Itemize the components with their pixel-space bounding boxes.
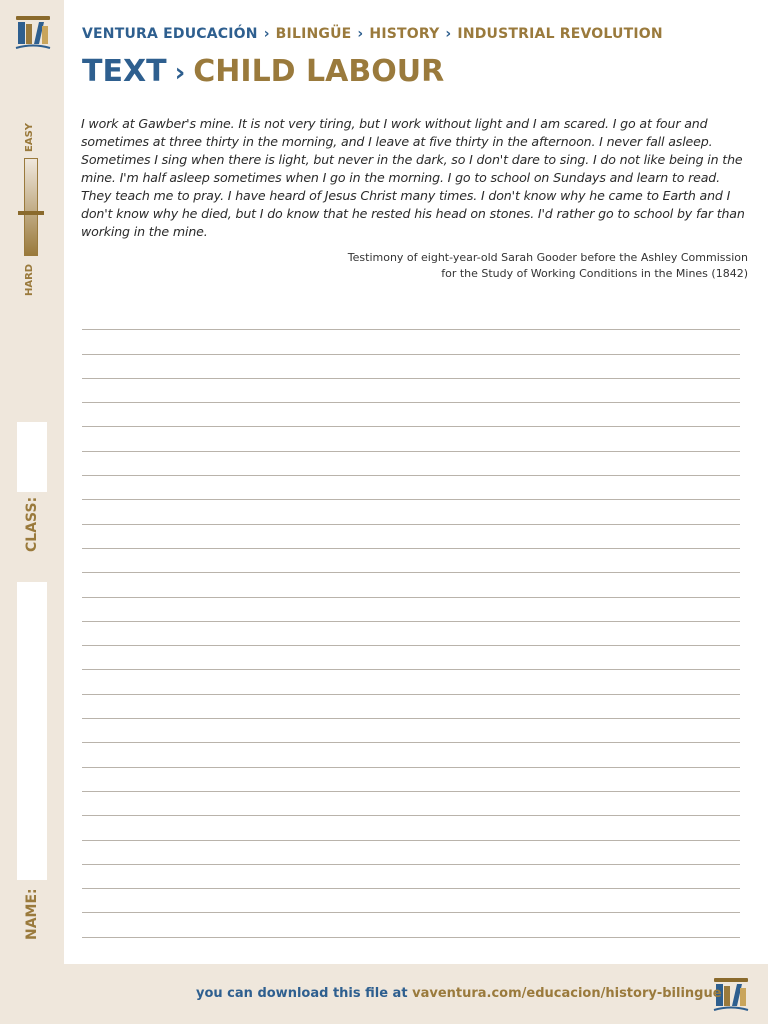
breadcrumb-item-industrial-revolution: INDUSTRIAL REVOLUTION <box>457 26 663 42</box>
answer-line[interactable] <box>82 306 740 330</box>
breadcrumb-item-bilingue: BILINGÜE <box>275 26 352 42</box>
answer-line[interactable] <box>82 355 740 379</box>
breadcrumb <box>82 26 663 42</box>
breadcrumb-item-history: HISTORY <box>369 26 440 42</box>
answer-line[interactable] <box>82 792 740 816</box>
footer-link[interactable]: vaventura.com/educacion/history-bilingue <box>412 986 722 1001</box>
footer <box>196 986 722 1001</box>
breadcrumb-item-ventura: VENTURA EDUCACIÓN <box>82 26 258 42</box>
title-topic: CHILD LABOUR <box>193 54 445 89</box>
title-text: TEXT <box>82 54 167 89</box>
difficulty-hard-label: HARD <box>24 263 35 296</box>
answer-line[interactable] <box>82 427 740 451</box>
difficulty-slider-handle <box>18 211 44 215</box>
footer-prefix: you can download this file at <box>196 986 408 1001</box>
source-line-2: for the Study of Working Conditions in the Mines (1842) <box>441 267 748 280</box>
answer-line[interactable] <box>82 403 740 427</box>
answer-line[interactable] <box>82 500 740 524</box>
title-separator: › <box>174 58 186 88</box>
name-label: NAME: <box>24 888 40 940</box>
answer-line[interactable] <box>82 670 740 694</box>
answer-line[interactable] <box>82 622 740 646</box>
ventura-logo-icon <box>12 12 54 54</box>
answer-line[interactable] <box>82 695 740 719</box>
answer-line[interactable] <box>82 913 740 937</box>
answer-line[interactable] <box>82 549 740 573</box>
source-line-1: Testimony of eight-year-old Sarah Gooder before the Ashley Commission <box>347 251 748 264</box>
class-field[interactable] <box>17 422 47 492</box>
breadcrumb-separator: › <box>357 26 364 42</box>
answer-lines[interactable] <box>82 306 740 938</box>
answer-line[interactable] <box>82 816 740 840</box>
breadcrumb-separator: › <box>445 26 452 42</box>
sidebar <box>0 0 64 1024</box>
answer-line[interactable] <box>82 841 740 865</box>
answer-line[interactable] <box>82 865 740 889</box>
testimony-text: I work at Gawber's mine. It is not very tiring, but I work without light and I am scared. I go at four and sometimes at three thirty in the morning, and I leave at five thirty in the afternoon. I never fall asleep. Sometimes I sing when there is light, but never in the dark, so I don't dare to sing. I do not like being in the mine. I'm half asleep sometimes when I go in the morning. I go to school on Sundays and learn to read. They teach me to pray. I have heard of Jesus Christ many times. I don't know why he came to Earth and I don't know why he died, but I do know that he rested his head on stones. I'd rather go to school by far than working in the mine. <box>81 116 745 239</box>
difficulty-easy-label: EASY <box>24 122 35 152</box>
answer-line[interactable] <box>82 476 740 500</box>
class-label: CLASS: <box>24 496 40 552</box>
name-field[interactable] <box>17 582 47 880</box>
page-title <box>82 54 444 89</box>
source-citation <box>248 250 748 282</box>
answer-line[interactable] <box>82 573 740 597</box>
answer-line[interactable] <box>82 452 740 476</box>
answer-line[interactable] <box>82 768 740 792</box>
answer-line[interactable] <box>82 379 740 403</box>
answer-line[interactable] <box>82 646 740 670</box>
breadcrumb-separator: › <box>263 26 270 42</box>
difficulty-slider-track <box>24 158 38 256</box>
answer-line[interactable] <box>82 889 740 913</box>
answer-line[interactable] <box>82 525 740 549</box>
answer-line[interactable] <box>82 330 740 354</box>
answer-line[interactable] <box>82 598 740 622</box>
answer-line[interactable] <box>82 743 740 767</box>
answer-line[interactable] <box>82 719 740 743</box>
